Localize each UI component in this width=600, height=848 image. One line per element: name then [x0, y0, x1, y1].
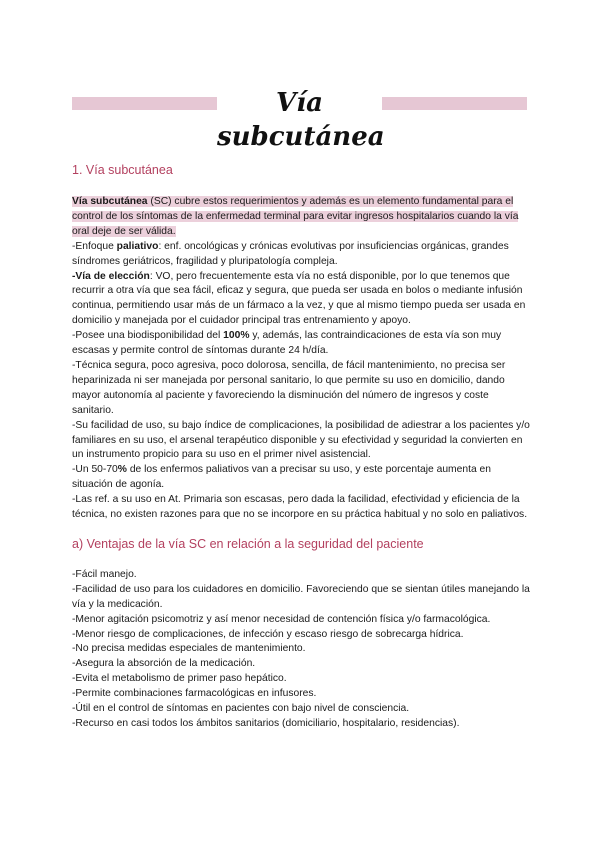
page-title: Vía subcutánea — [217, 88, 385, 152]
referencias-paragraph: -Las ref. a su uso en At. Primaria son escasas, pero dada la facilidad, efectividad y eficiencia de la técnica, no existen razones para que no se incorpore en su práctica habitual y no solo en paliativos. — [72, 494, 528, 521]
biodisp-prefix: -Posee una biodisponibilidad del — [72, 330, 224, 342]
page-title-banner — [72, 86, 527, 152]
list-item: -Permite combinaciones farmacológicas en infusores. — [72, 688, 317, 700]
tecnica-paragraph: -Técnica segura, poco agresiva, poco dolorosa, sencilla, de fácil mantenimiento, no precisa ser heparinizada ni ser manejada por personal sanitario, lo que permite su uso en domicilio, dando mayor autonomía al paciente y favoreciendo la disminución del número de ingresos y coste sanitario. — [72, 359, 506, 416]
porcentaje-bold: % — [117, 464, 127, 476]
eleccion-paragraph — [72, 270, 532, 330]
intro-text: (SC) cubre estos requerimientos y además es un elemento fundamental para el control de los síntomas de la enfermedad terminal para evitar ingresos hospitalarios cuando la vía oral deje de ser válida. — [72, 196, 519, 237]
section-heading-2: a) Ventajas de la vía SC en relación a la seguridad del paciente — [72, 536, 424, 551]
list-item: -Evita el metabolismo de primer paso hepático. — [72, 673, 287, 685]
list-item: -Asegura la absorción de la medicación. — [72, 658, 256, 670]
eleccion-bold: -Vía de elección — [72, 270, 150, 282]
list-item: -Recurso en casi todos los ámbitos sanitarios (domiciliario, hospitalario, residencias). — [72, 718, 460, 729]
list-item: -Útil en el control de síntomas en pacientes con bajo nivel de consciencia. — [72, 703, 410, 715]
biodisp-paragraph — [72, 329, 532, 359]
section-heading-1: 1. Vía subcutánea — [72, 163, 173, 177]
facilidad-paragraph: -Su facilidad de uso, su bajo índice de complicaciones, la posibilidad de adiestrar a los pacientes y/o familiares en su uso, el arsenal terapéutico disponible y su efectividad y seguridad la convierten en un instrumento propicio para su uso en el primer nivel asistencial. — [72, 419, 530, 461]
enfoque-text: : enf. oncológicas y crónicas evolutivas por insuficiencias orgánicas, grandes síndromes geriátricos, fragilidad y pluripatología compleja. — [72, 240, 509, 267]
title-decoration-right — [382, 97, 527, 110]
porcentaje-paragraph — [72, 463, 532, 493]
eleccion-text: : VO, pero frecuentemente esta vía no está disponible, por lo que tenemos que recurrir a otra vía que sea fácil, eficaz y segura, que pueda ser usada en bolos o mediante infusión continua, permitiendo usar más de un fármaco a la vez, y que al mismo tiempo pueda ser usada en domicilio y manejada por el cuidador principal tras entrenamiento y apoyo. — [72, 270, 526, 327]
enfoque-bold: paliativo — [116, 240, 159, 252]
list-item: -Menor riesgo de complicaciones, de infección y escaso riesgo de sobrecarga hídrica. — [72, 628, 464, 640]
list-item: -Fácil manejo. — [72, 568, 137, 580]
intro-bold: Vía subcutánea — [72, 196, 148, 207]
biodisp-text: y, además, las contraindicaciones de esta vía son muy escasas y permite control de síntomas durante 24 h/día. — [72, 330, 502, 357]
enfoque-paragraph — [72, 240, 532, 270]
list-item: -Menor agitación psicomotriz y así menor necesidad de contención física y/o farmacológica. — [72, 613, 491, 625]
document-body — [72, 162, 532, 732]
porcentaje-prefix: -Un 50-70 — [72, 464, 118, 476]
intro-paragraph — [72, 195, 532, 240]
biodisp-bold: 100% — [223, 330, 250, 342]
list-item: -Facilidad de uso para los cuidadores en domicilio. Favoreciendo que se sientan útiles manejando la vía y la medicación. — [72, 583, 530, 610]
title-decoration-left — [72, 97, 217, 110]
intro-highlight — [72, 196, 518, 237]
porcentaje-text: de los enfermos paliativos van a precisar su uso, y este porcentaje aumenta en situación de agonía. — [72, 464, 491, 491]
list-item: -No precisa medidas especiales de mantenimiento. — [72, 643, 306, 655]
enfoque-prefix: -Enfoque — [72, 240, 117, 252]
